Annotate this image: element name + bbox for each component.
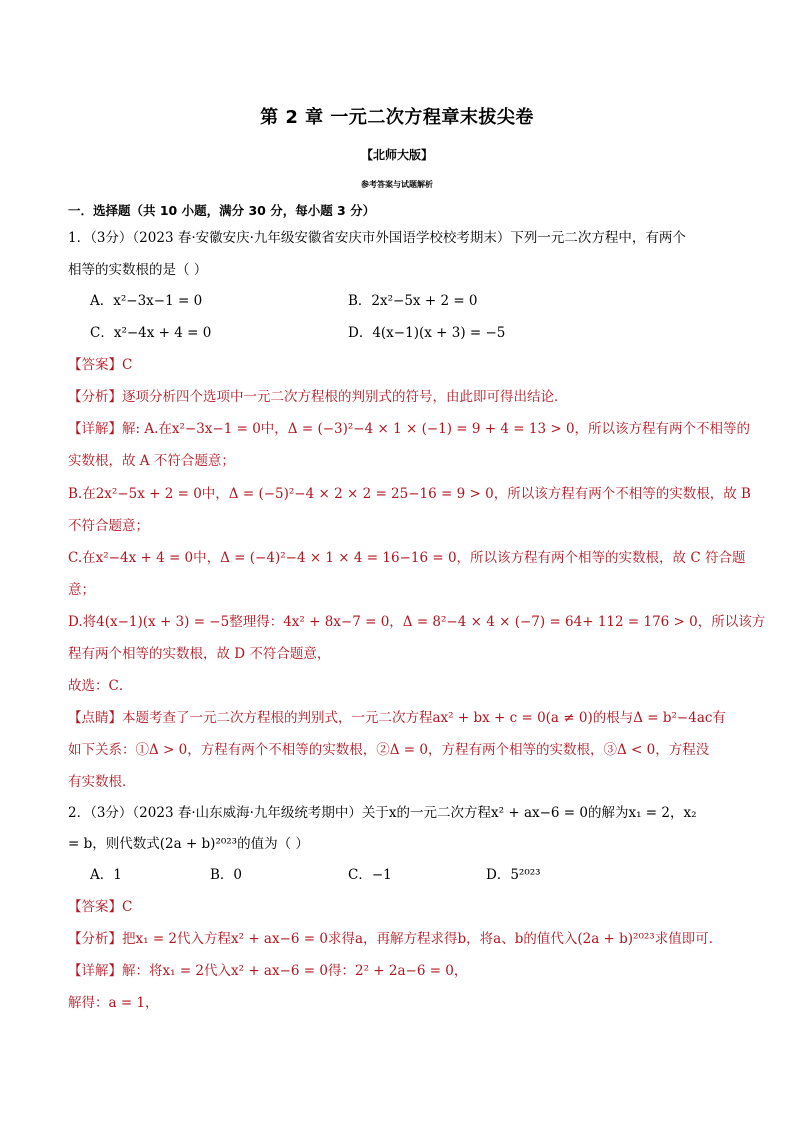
detail-tag: 【详解】 [68, 421, 122, 437]
answer-value: C [122, 357, 133, 373]
answer-tag: 【答案】 [68, 899, 122, 915]
answer-value: C [122, 899, 133, 915]
analysis-text: 逐项分析四个选项中一元二次方程根的判别式的符号，由此即可得出结论． [122, 389, 568, 405]
q1-detail-line3: B.在2x²−5x + 2 = 0中，Δ = (−5)²−4 × 2 × 2 = 25−16 = 9 > 0，所以该方程有两个不相等的实数根，故 B [68, 486, 751, 502]
q1-option-d: D．4(x−1)(x + 3) = −5 [348, 325, 506, 341]
q2-option-c: C．−1 [348, 867, 392, 883]
q1-detail-line2: 实数根，故 A 不符合题意； [68, 453, 235, 469]
analysis-tag: 【分析】 [68, 931, 122, 947]
q1-detail-line9: 故选：C． [68, 678, 133, 694]
page-title: 第 2 章 一元二次方程章末拔尖卷 [260, 107, 534, 128]
q1-detail-line7: D.将4(x−1)(x + 3) = −5整理得：4x² + 8x−7 = 0，Δ = 8²−4 × 4 × (−7) = 64+ 112 = 176 > 0，所以该方 [68, 614, 766, 630]
q2-detail-line1 [68, 961, 467, 981]
q2-stem-line1: 2．（3分）（2023 春·山东威海·九年级统考期中）关于x的一元二次方程x² + ax−6 = 0的解为x₁ = 2，x₂ [68, 805, 697, 821]
answer-tag: 【答案】 [68, 357, 122, 373]
q1-detail-line8: 程有两个相等的实数根，故 D 不符合题意， [68, 646, 331, 662]
comment-text: 本题考查了一元二次方程根的判别式，一元二次方程ax² + bx + c = 0(a ≠ 0)的根与Δ = b²−4ac有 [122, 710, 726, 726]
comment-tag: 【点睛】 [68, 710, 122, 726]
q1-analysis [68, 387, 568, 407]
analysis-text: 把x₁ = 2代入方程x² + ax−6 = 0求得a，再解方程求得b，将a、b的值代入(2a + b)²⁰²³求值即可． [122, 931, 723, 947]
subtitle: 参考答案与试题解析 [361, 180, 433, 189]
section-heading: 一．选择题（共 10 小题，满分 30 分，每小题 3 分） [68, 203, 376, 218]
q2-option-d: D．5²⁰²³ [486, 867, 541, 883]
q2-analysis [68, 929, 722, 949]
q1-detail-line5: C.在x²−4x + 4 = 0中，Δ = (−4)²−4 × 1 × 4 = 16−16 = 0，所以该方程有两个相等的实数根，故 C 符合题 [68, 550, 746, 566]
q1-answer [68, 355, 132, 375]
q2-stem-line2: = b，则代数式(2a + b)²⁰²³的值为（ ） [68, 836, 309, 852]
q1-option-c: C．x²−4x + 4 = 0 [90, 325, 212, 341]
q2-answer [68, 897, 132, 917]
detail-tag: 【详解】 [68, 963, 122, 979]
detail-text: 解：将x₁ = 2代入x² + ax−6 = 0得：2² + 2a−6 = 0， [122, 963, 468, 979]
analysis-tag: 【分析】 [68, 389, 122, 405]
q1-stem-line1: 1．（3分）（2023 春·安徽安庆·九年级安徽省安庆市外国语学校校考期末）下列一元二次方程中，有两个 [68, 230, 686, 246]
detail-text: 解: A.在x²−3x−1 = 0中，Δ = (−3)²−4 × 1 × (−1) = 9 + 4 = 13 > 0，所以该方程有两个不相等的 [122, 421, 751, 437]
q1-detail-line6: 意； [68, 582, 95, 598]
q2-detail-line2: 解得：a = 1， [68, 995, 159, 1011]
q1-option-a: A．x²−3x−1 = 0 [90, 293, 203, 309]
q1-comment-line2: 如下关系：①Δ > 0，方程有两个不相等的实数根，②Δ = 0，方程有两个相等的实数根，③Δ < 0，方程没 [68, 742, 710, 758]
q1-stem-line2: 相等的实数根的是（ ） [68, 262, 208, 278]
q2-option-b: B．0 [210, 867, 243, 883]
q1-detail-line1 [68, 419, 750, 439]
q1-comment-line1 [68, 708, 726, 728]
q2-option-a: A．1 [90, 867, 122, 883]
edition-label: 【北师大版】 [360, 148, 433, 162]
q1-comment-line3: 有实数根． [68, 774, 136, 790]
q1-detail-line4: 不符合题意； [68, 518, 149, 534]
q1-option-b: B．2x²−5x + 2 = 0 [348, 293, 478, 309]
